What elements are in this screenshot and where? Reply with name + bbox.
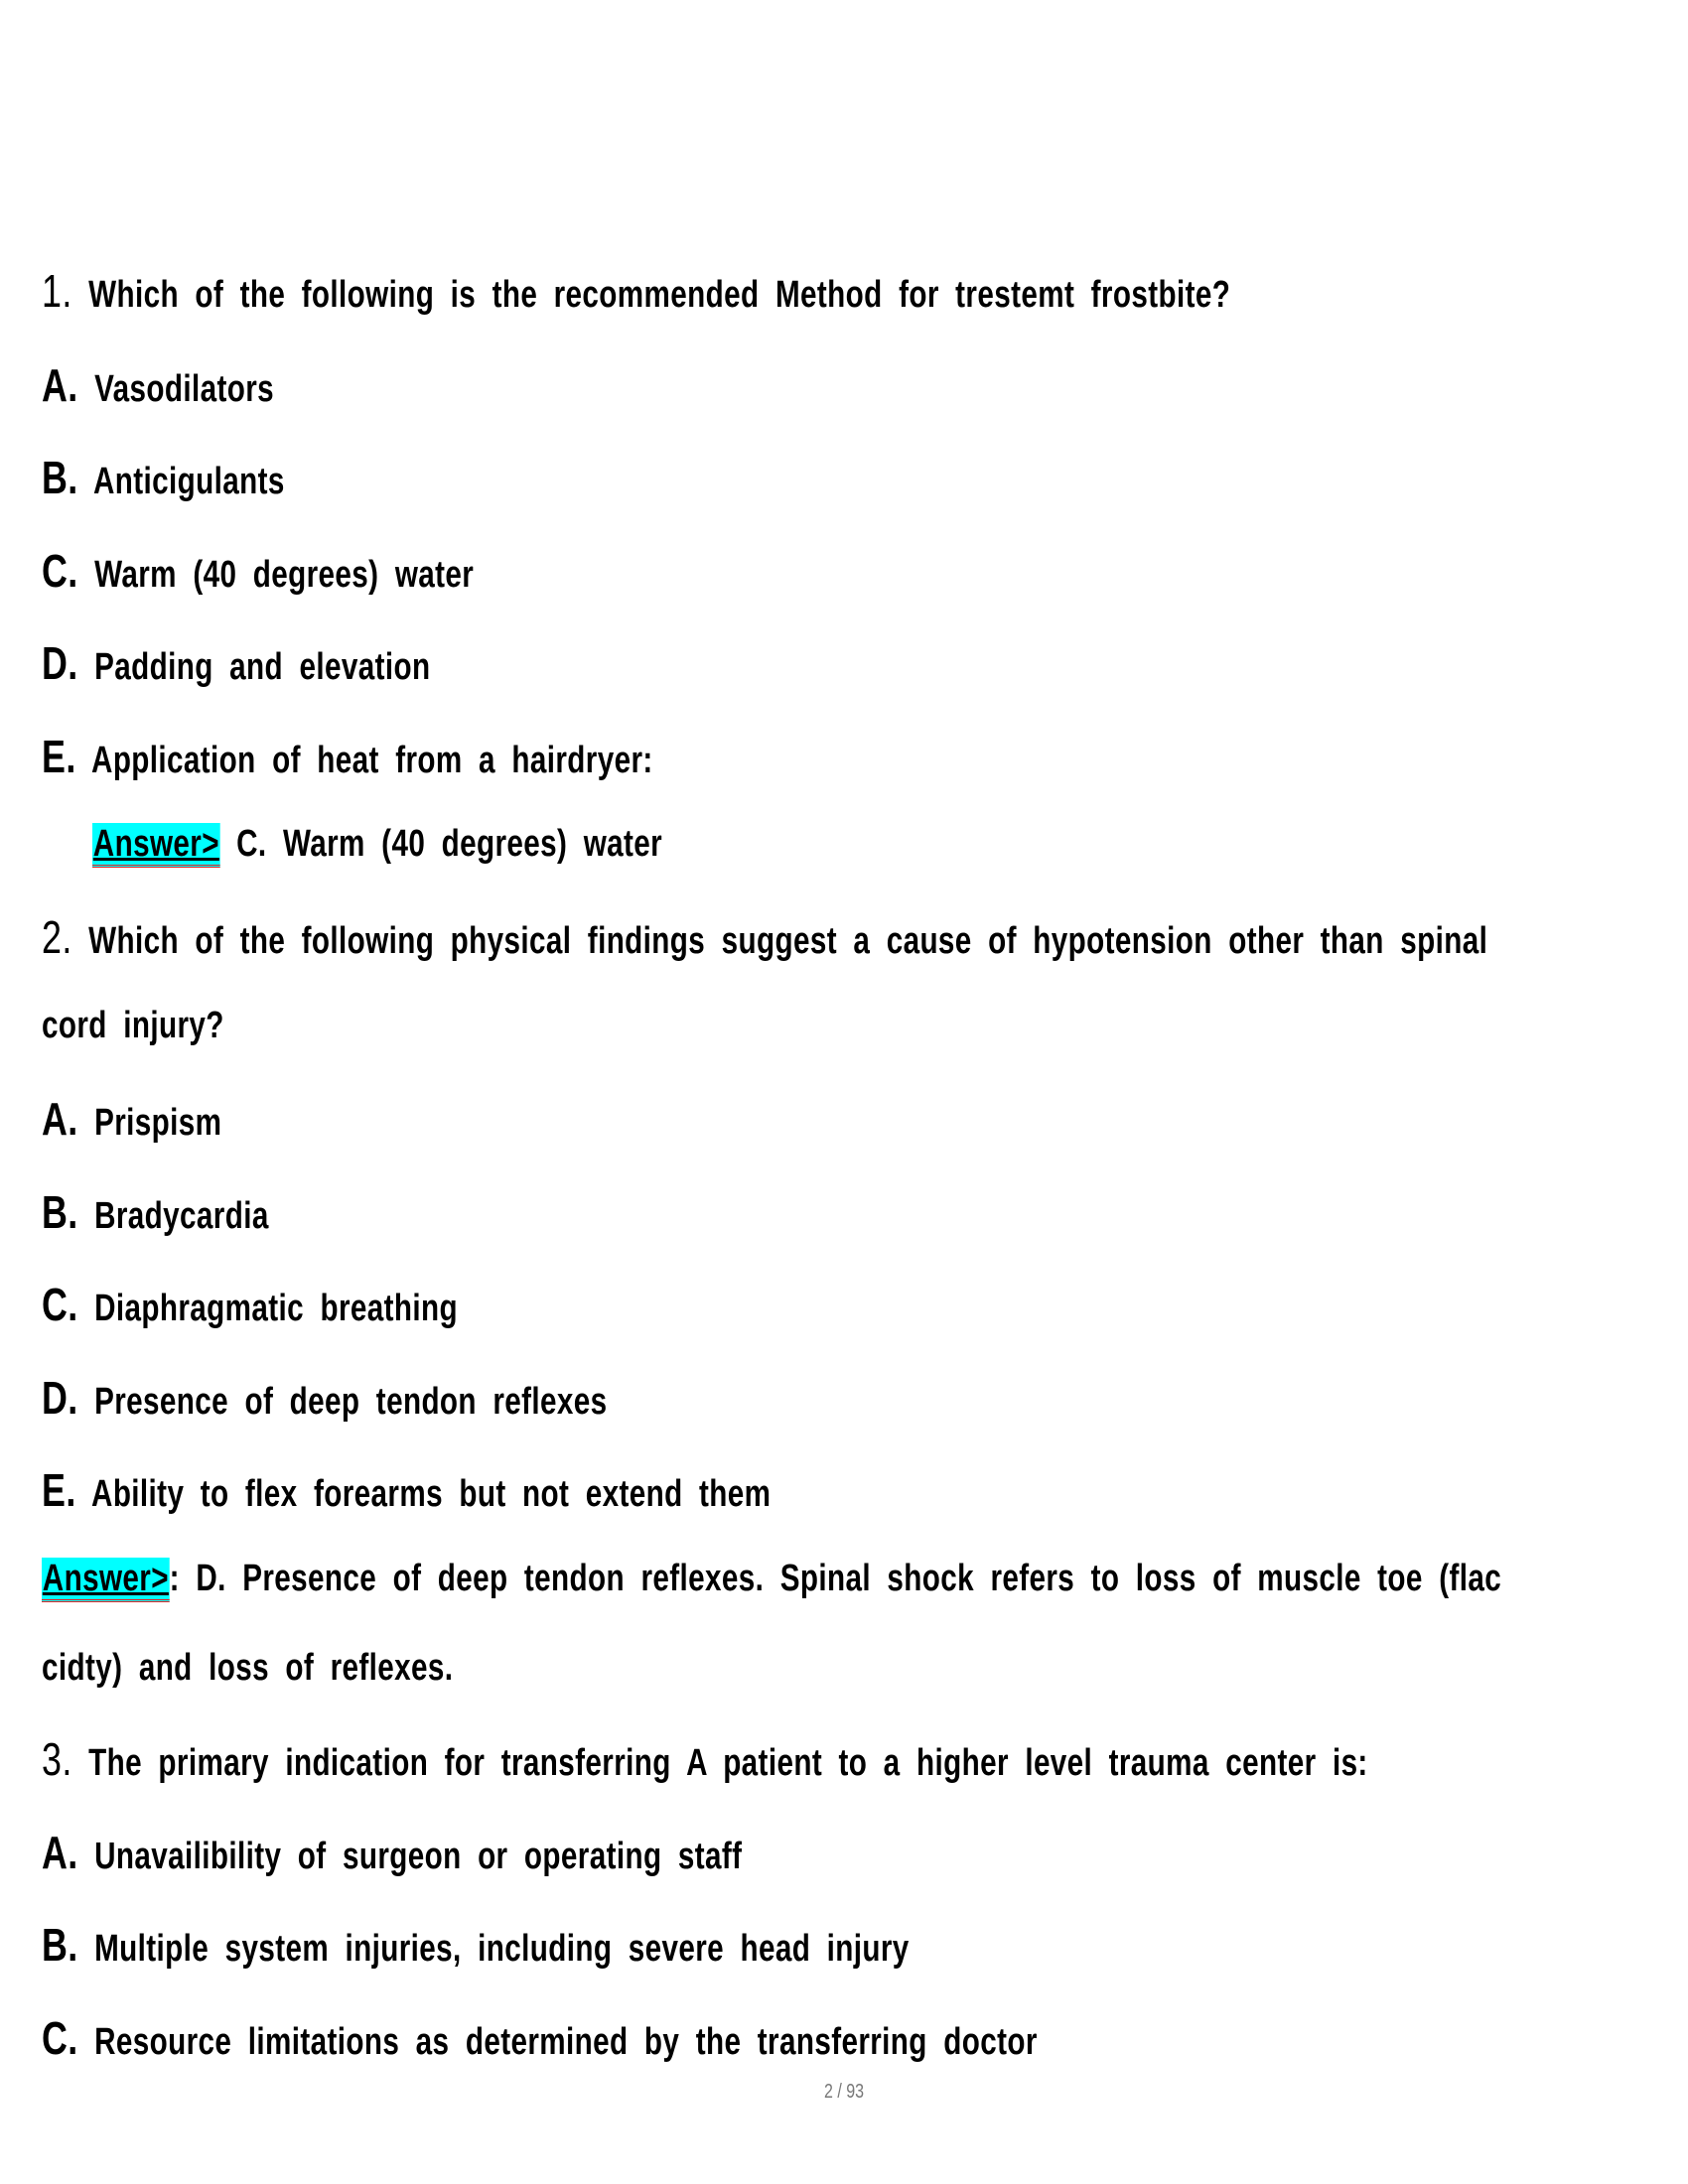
answer-2 (42, 1557, 1501, 1600)
option-2d (42, 1372, 608, 1424)
option-text: Vasodilators (94, 368, 275, 410)
option-1c (42, 545, 475, 597)
question-2-continued (42, 1004, 224, 1047)
option-text: Diaphragmatic breathing (94, 1288, 459, 1329)
option-label: D. (42, 637, 78, 689)
answer-text: cidty) and loss of reflexes. (42, 1647, 454, 1689)
option-label: A. (42, 1827, 78, 1878)
option-3b (42, 1919, 910, 1971)
option-text: Ability to flex forearms but not extend them (91, 1473, 772, 1515)
option-text: Unavailibility of surgeon or operating staff (94, 1836, 743, 1877)
answer-1 (92, 822, 662, 866)
question-number: 3. (42, 1733, 72, 1785)
page-indicator: 2 / 93 (823, 2081, 865, 2103)
option-2e (42, 1464, 772, 1516)
option-label: C. (42, 2012, 78, 2064)
option-label: B. (42, 1919, 78, 1971)
option-label: B. (42, 1186, 78, 1238)
option-2a (42, 1093, 222, 1145)
option-1d (42, 637, 431, 689)
option-label: A. (42, 359, 78, 411)
option-label: A. (42, 1093, 78, 1145)
option-label: C. (42, 545, 78, 597)
option-text: Warm (40 degrees) water (94, 554, 475, 596)
question-2 (42, 911, 1488, 963)
option-2b (42, 1186, 269, 1238)
question-number: 2. (42, 911, 72, 963)
question-text: Which of the following is the recommended Method for trestemt frostbite? (88, 274, 1231, 316)
option-text: Application of heat from a hairdryer: (91, 740, 653, 781)
option-text: Multiple system injuries, including severe head injury (94, 1928, 910, 1970)
question-3 (42, 1733, 1368, 1785)
option-1a (42, 359, 275, 411)
answer-2-continued (42, 1646, 453, 1690)
option-text: Padding and elevation (94, 646, 431, 688)
option-1e (42, 731, 653, 782)
option-text: Presence of deep tendon reflexes (94, 1381, 608, 1423)
answer-tag: Answer> (92, 823, 220, 868)
option-label: D. (42, 1372, 78, 1424)
option-1b (42, 452, 285, 503)
question-text: cord injury? (42, 1005, 224, 1046)
option-label: E. (42, 1464, 76, 1516)
option-label: C. (42, 1279, 78, 1330)
answer-tag: Answer> (42, 1558, 170, 1602)
option-label: B. (42, 452, 78, 503)
option-3c (42, 2012, 1038, 2064)
option-text: Resource limitations as determined by the transferring doctor (94, 2021, 1038, 2063)
option-3a (42, 1827, 743, 1878)
option-text: Bradycardia (94, 1195, 269, 1237)
question-1 (42, 265, 1231, 317)
question-number: 1. (42, 265, 72, 317)
option-2c (42, 1279, 459, 1330)
option-label: E. (42, 731, 76, 782)
answer-text: C. Warm (40 degrees) water (219, 823, 663, 865)
question-text: The primary indication for transferring A patient to a higher level trauma center is: (88, 1742, 1368, 1784)
option-text: Anticigulants (92, 461, 285, 502)
answer-text: : D. Presence of deep tendon reflexes. Spinal shock refers to loss of muscle toe (flac (169, 1558, 1502, 1599)
option-text: Prispism (94, 1102, 222, 1144)
question-text: Which of the following physical findings suggest a cause of hypotension other than spinal (88, 920, 1488, 962)
